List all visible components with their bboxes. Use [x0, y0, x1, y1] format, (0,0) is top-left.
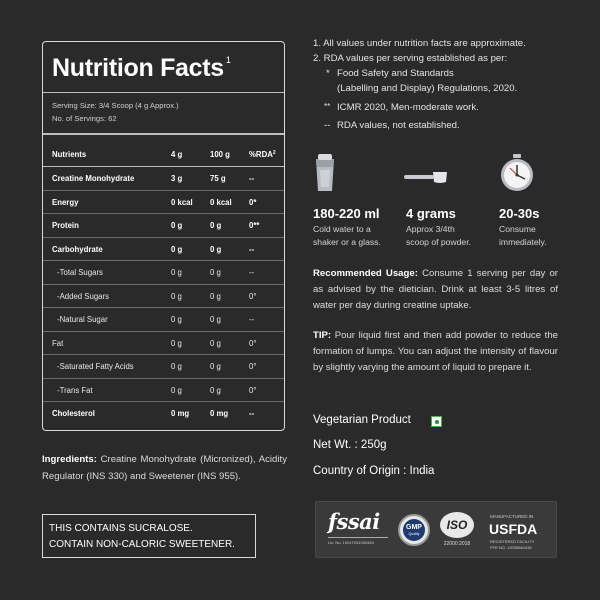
divider [328, 537, 388, 538]
serving-size: Serving Size: 3/4 Scoop (4 g Approx.) [52, 101, 179, 110]
footnote-2: 2. RDA values per serving established as per: [313, 53, 508, 64]
stat-dose-desc: scoop of powder. [406, 237, 471, 247]
gmp-badge-icon [398, 514, 430, 546]
veg-mark-icon [431, 416, 442, 427]
table-row: Protein 0 g 0 g 0** [43, 214, 284, 238]
gmp-text: GMP [406, 524, 422, 531]
footnote-2c: RDA values, not established. [337, 120, 460, 131]
clock-icon [499, 154, 535, 197]
table-row: -Added Sugars 0 g 0 g 0° [43, 285, 284, 309]
usage-label: Recommended Usage: [313, 268, 418, 279]
stat-water-desc: Cold water to a [313, 224, 371, 234]
stat-time-desc: Consume [499, 224, 536, 234]
warning-line: THIS CONTAINS SUCRALOSE. [49, 523, 193, 534]
tip-label: TIP: [313, 330, 332, 341]
table-row: Energy 0 kcal 0 kcal 0* [43, 191, 284, 215]
table-row: Carbohydrate 0 g 0 g -- [43, 238, 284, 262]
footnote-2a: Food Safety and Standards [337, 68, 454, 79]
tip-text: Pour liquid first and then add powder to reduce the formation of lumps. You can adjust the intensity of flavour by slightly varying the amount of liquid to prepare it. [313, 330, 558, 373]
footnote-mark: -- [324, 120, 331, 131]
table-row: -Trans Fat 0 g 0 g 0° [43, 379, 284, 403]
gmp-subtext: Quality [408, 532, 420, 536]
stat-time-value: 20-30s [499, 206, 540, 221]
footnote-2a-cont: (Labelling and Display) Regulations, 2020. [337, 83, 518, 94]
nutrition-title: Nutrition Facts $^1$ [52, 54, 231, 82]
usfda-top: MANUFACTURED IN [490, 514, 534, 519]
stat-time-desc: immediately. [499, 237, 547, 247]
fssai-license: Lic. No. 10017031000469 [328, 540, 374, 545]
table-row: Fat 0 g 0 g 0° [43, 332, 284, 356]
divider [43, 133, 284, 135]
nutrition-facts-panel [42, 41, 285, 431]
table-row: -Total Sugars 0 g 0 g -- [43, 261, 284, 285]
usfda-sub: FFR NO. 12005664436 [490, 545, 532, 550]
footnote-mark: ** [324, 102, 331, 111]
tip [313, 328, 558, 376]
vegetarian-label: Vegetarian Product [313, 414, 411, 426]
country-of-origin: Country of Origin : India [313, 465, 435, 477]
table-row: -Natural Sugar 0 g 0 g -- [43, 308, 284, 332]
fssai-logo: fssai [328, 509, 380, 534]
stat-dose-desc: Approx 3/4th [406, 224, 455, 234]
warning-line: CONTAIN NON-CALORIC SWEETENER. [49, 539, 235, 550]
servings-count: No. of Servings: 62 [52, 114, 117, 123]
certifications-panel [315, 501, 557, 558]
table-header-row: Nutrients 4 g 100 g %RDA$^2$ [43, 143, 284, 167]
usfda-sub: REGISTERED FACILITY [490, 539, 535, 544]
footnote-2b: ICMR 2020, Men-moderate work. [337, 102, 479, 113]
table-row: Cholesterol 0 mg 0 mg -- [52, 409, 255, 418]
stat-water-value: 180-220 ml [313, 206, 380, 221]
iso-standard: 22000:2018 [443, 541, 471, 547]
shaker-icon [313, 153, 337, 198]
sweetener-warning-box [42, 514, 256, 558]
iso-badge-icon [440, 512, 474, 538]
ingredients-text [42, 452, 287, 485]
table-row: -Saturated Fatty Acids 0 g 0 g 0° [43, 355, 284, 379]
ingredients-list: Creatine Monohydrate (Micronized), Acidity Regulator (INS 330) and Sweetener (INS 955). [42, 454, 287, 482]
footnote-1: 1. All values under nutrition facts are approximate. [313, 38, 526, 49]
stat-water-desc: shaker or a glass. [313, 237, 381, 247]
usfda-text: USFDA [489, 521, 538, 537]
iso-text: ISO [446, 518, 468, 532]
stat-dose-value: 4 grams [406, 206, 456, 221]
footnote-mark: * [326, 68, 330, 79]
net-weight: Net Wt. : 250g [313, 439, 387, 451]
divider [43, 92, 284, 93]
table-row: Creatine Monohydrate 3 g 75 g -- [43, 167, 284, 191]
scoop-icon [404, 170, 448, 189]
recommended-usage [313, 266, 558, 314]
usage-text: Consume 1 serving per day or as advised by the dietician. Drink at least 3-5 litres of water per day during creatine uptake. [313, 268, 559, 311]
ingredients-label: Ingredients: [42, 454, 97, 465]
